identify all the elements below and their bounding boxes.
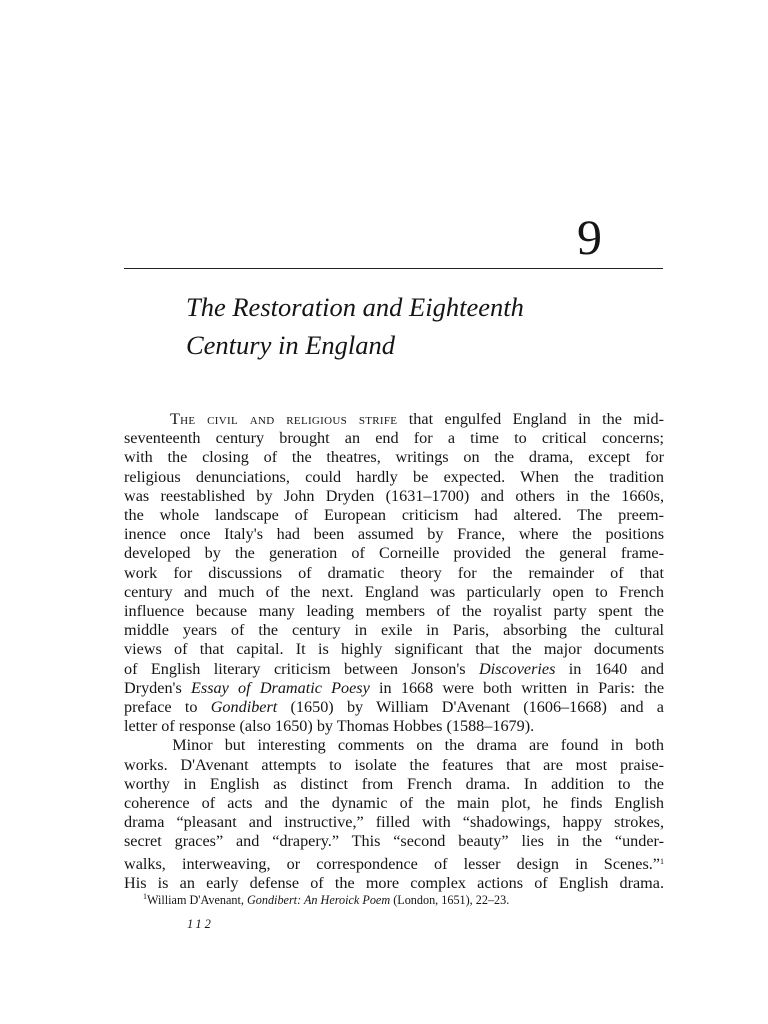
- italic-title-gondibert: Gondibert: [210, 698, 278, 717]
- body-line: was reestablished by John Dryden (1631–1700) and others in the 1660s,: [124, 486, 664, 505]
- body-line: seventeenth century brought an end for a time to critical concerns;: [124, 429, 664, 448]
- italic-title-discoveries: Discoveries: [478, 659, 556, 678]
- body-line: coherence of acts and the dynamic of the main plot, he finds English: [124, 794, 664, 813]
- page-number: 112: [187, 917, 214, 931]
- chapter-rule: [124, 268, 663, 269]
- opening-small-caps: The civil and religious strife: [169, 410, 398, 428]
- body-line: [124, 679, 664, 698]
- footnote-reference: 1: [660, 856, 664, 866]
- text-run: in 1668 were both written in Paris: the: [369, 678, 664, 697]
- body-line: Minor but interesting comments on the drama are found in both: [124, 736, 664, 755]
- text-run: of English literary criticism between Jonson's: [124, 659, 479, 678]
- body-line: [124, 660, 664, 679]
- text-run: (1650) by William D'Avenant (1606–1668) and a: [277, 698, 664, 717]
- text-run: in 1640 and: [555, 659, 664, 678]
- body-text: [124, 410, 664, 893]
- footnote: [143, 889, 509, 908]
- body-line: work for discussions of dramatic theory for the remainder of that: [124, 563, 664, 582]
- footnote-marker: 1: [143, 892, 147, 901]
- body-line: the whole landscape of European criticism had altered. The preem-: [124, 506, 664, 525]
- body-line: secret graces” and “drapery.” This “second beauty” lies in the “under-: [124, 832, 664, 851]
- text-run: preface to: [124, 698, 211, 717]
- body-line: drama “pleasant and instructive,” filled with “shadowings, happy strokes,: [124, 813, 664, 832]
- text-run: Dryden's: [124, 678, 192, 697]
- footnote-author: William D'Avenant,: [147, 893, 247, 907]
- body-line: with the closing of the theatres, writings on the drama, except for: [124, 448, 664, 467]
- body-line: inence once Italy's had been assumed by France, where the positions: [124, 525, 664, 544]
- body-line: works. D'Avenant attempts to isolate the features that are most praise-: [124, 755, 664, 774]
- body-line-text: that engulfed England in the mid-: [397, 410, 665, 428]
- chapter-title: [186, 288, 646, 364]
- chapter-title-line-1: The Restoration and Eighteenth: [186, 292, 524, 322]
- italic-title-essay: Essay of Dramatic Poesy: [191, 678, 370, 697]
- footnote-rest: (London, 1651), 22–23.: [390, 893, 510, 907]
- body-line: century and much of the next. England was particularly open to French: [124, 582, 664, 601]
- footnote-title: Gondibert: An Heroick Poem: [246, 893, 391, 907]
- body-line: views of that capital. It is highly significant that the major documents: [124, 640, 664, 659]
- body-line: letter of response (also 1650) by Thomas Hobbes (1588–1679).: [124, 717, 535, 736]
- chapter-number: 9: [577, 209, 602, 265]
- body-line: religious denunciations, could hardly be expected. When the tradition: [124, 467, 664, 486]
- body-line: His is an early defense of the more complex actions of English drama.: [124, 873, 664, 892]
- text-run: walks, interweaving, or correspondence of lesser design in Scenes.”: [124, 854, 660, 873]
- body-line: [124, 852, 664, 874]
- body-line: [124, 410, 664, 429]
- body-line: middle years of the century in exile in Paris, absorbing the cultural: [124, 621, 664, 640]
- body-line: developed by the generation of Corneille provided the general frame-: [124, 544, 664, 563]
- body-line: influence because many leading members of the royalist party spent the: [124, 602, 664, 621]
- body-line: [124, 698, 664, 717]
- chapter-title-line-2: Century in England: [186, 330, 396, 360]
- body-line: worthy in English as distinct from French drama. In addition to the: [124, 774, 664, 793]
